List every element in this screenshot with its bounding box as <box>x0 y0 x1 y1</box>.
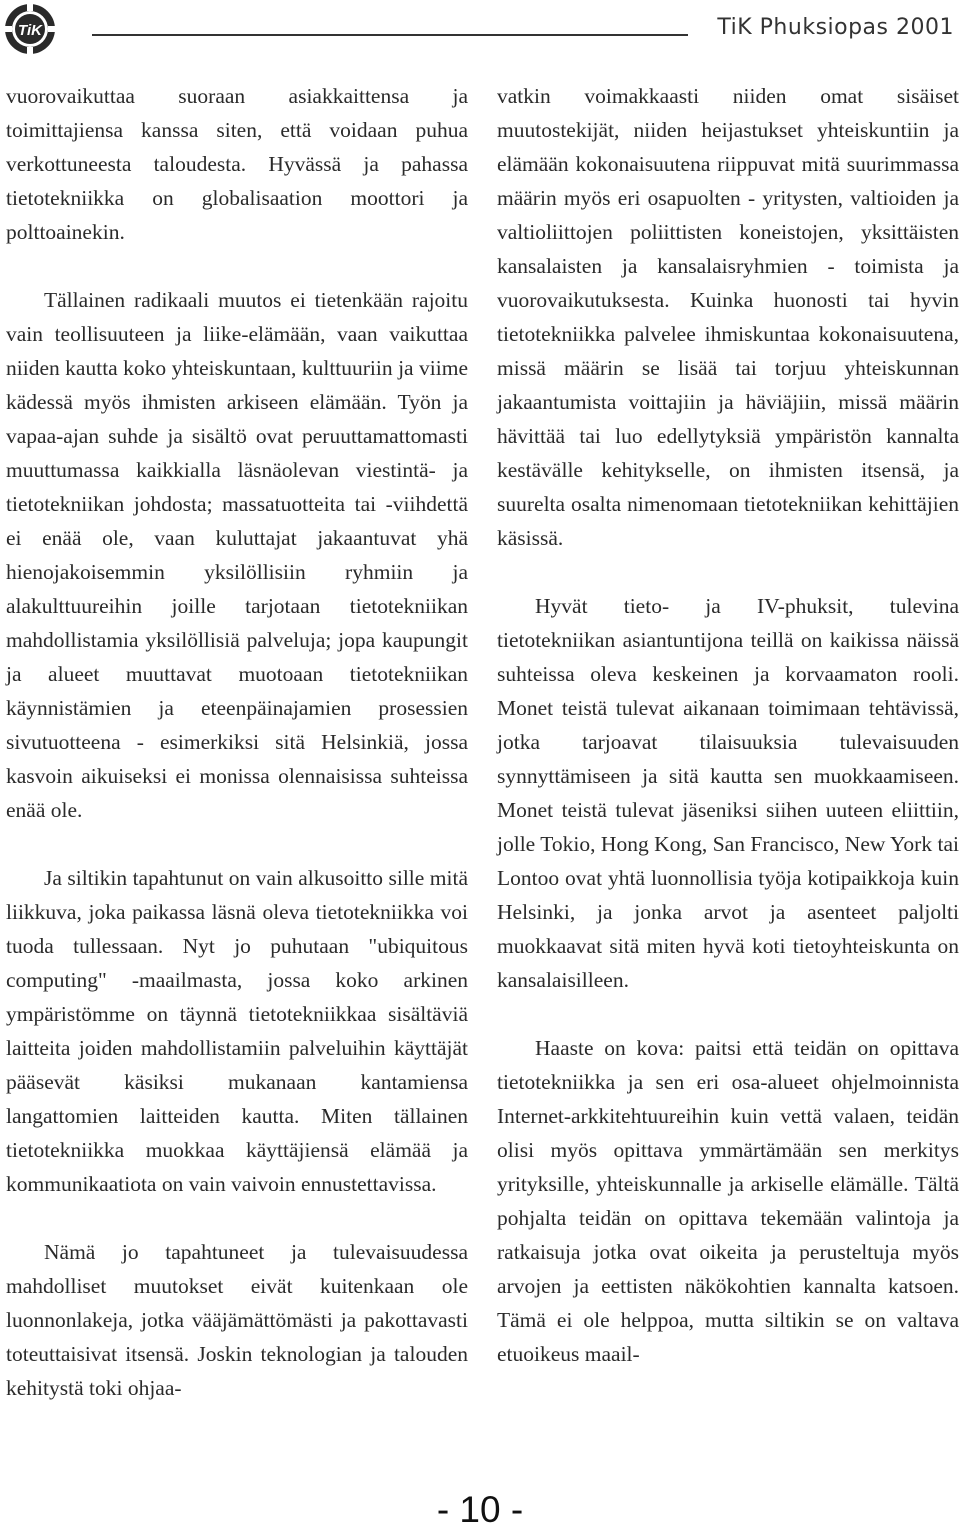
left-paragraph-2: Tällainen radikaali muutos ei tietenkään rajoitu vain teollisuuteen ja liike-elämään, vaan vaikuttaa niiden kautta koko yhteiskuntaan, kulttuuriin ja viime kädessä myös ihmisten arkiseen elämään. Työn ja vapaa-ajan suhde ja sisältö ovat peruuttamattomasti muuttumassa kaikkialla läsnäolevan viestintä- ja tietotekniikan johdosta; massatuotteita tai -viihdettä ei enää ole, vaan kuluttajat jakaantuvat yhä hienojakoisemmin yksilöllisiin ryhmiin ja alakulttuureihin joille tarjotaan tietotekniikan mahdollistamia yksilöllisiä palveluja; jopa kaupungit ja alueet muuttavat muotoaan tietotekniikan käynnistämien ja eteenpäinajamien prosessien sivutuotteena - esimerkiksi sitä Helsinkiä, jossa kasvoin aikuiseksi ei monissa olennaisissa suhteissa enää ole. <box>6 288 468 822</box>
header-rule <box>92 34 688 36</box>
logo-text: TiK <box>18 22 42 39</box>
right-paragraph-3: Haaste on kova: paitsi että teidän on opittava tietotekniikka ja sen eri osa-alueet ohjelmoinnista Internet-arkkitehtuureihin kuin vettä valaen, teidän olisi myös opittava ymmärtämään sen merkitys yrityksille, yhteiskunnalle ja arkiselle elämälle. Tältä pohjalta teidän on opittava tekemään valintoja ja ratkaisuja jotka ovat oikeita ja perusteltuja myös arvojen ja eettisten näkökohtien kannalta katsoen. Tämä ei ole helppoa, mutta siltikin se on valtava etuoikeus maail- <box>497 1036 959 1366</box>
right-paragraph-1: vatkin voimakkaasti niiden omat sisäiset muutostekijät, niiden heijastukset yhteiskuntiin ja elämään kokonaisuutena riippuvat mitä suurimmassa määrin myös eri osapuolten - yritysten, valtioiden ja valtioliittojen poliittisten koneistojen, yksittäisten kansalaisten ja kansalaisryhmien - toimista ja vuorovaikutuksesta. Kuinka huonosti tai hyvin tietotekniikka palvelee ihmiskuntaa kokonaisuutena, missä määrin se lisää tai torjuu yhteiskunnan jakaantumista voittajiin ja häviäjiin, missä määrin hävittää tai luo edellytyksiä ympäristön kannalta kestävälle kehitykselle, on ihmisten itsensä, ja suurelta osalta nimenomaan tietotekniikan kehittäjien käsissä. <box>497 84 959 550</box>
page-number: - 10 - <box>436 1489 524 1530</box>
tik-logo <box>4 3 56 55</box>
gear-logo-icon <box>4 3 56 55</box>
left-column <box>6 79 468 1405</box>
header-title: TiK Phuksiopas 2001 <box>717 15 954 40</box>
right-paragraph-2: Hyvät tieto- ja IV-phuksit, tulevina tietotekniikan asiantuntijona teillä on kaikissa näissä suhteissa oleva keskeinen ja korvaamaton rooli. Monet teistä tulevat aikanaan toimimaan tehtävissä, jotka tarjoavat tilaisuuksia tulevaisuuden synnyttämiseen ja sitä kautta sen muokkaamiseen. Monet teistä tulevat jäseniksi siihen uuteen eliittiin, jolle Tokio, Hong Kong, San Francisco, New York tai Lontoo ovat yhtä luonnollisia työja kotipaikkoja kuin Helsinki, ja jonka arvot ja asenteet paljolti muokkaavat sitä miten hyvä koti tietoyhteiskunta on kansalaisilleen. <box>497 594 959 992</box>
right-column <box>497 79 959 1371</box>
left-paragraph-4: Nämä jo tapahtuneet ja tulevaisuudessa mahdolliset muutokset eivät kuitenkaan ole luonnonlakeja, jotka vääjämättömästi ja pakottavasti toteuttaisivat itsensä. Joskin teknologian ja talouden kehitystä toki ohjaa- <box>6 1240 468 1400</box>
left-paragraph-3: Ja siltikin tapahtunut on vain alkusoitto sille mitä liikkuva, joka paikassa läsnä oleva tietotekniikka voi tuoda tullessaan. Nyt jo puhutaan "ubiquitous computing" -maailmasta, jossa koko arkinen ympäristömme on täynnä tietotekniikkaa sisältäviä laitteita joiden mahdollistamiin palveluihin käyttäjät pääsevät käsiksi mukanaan kantamiensa langattomien laitteiden kautta. Miten tällainen tietotekniikka muokkaa käyttäjiensä elämää ja kommunikaatiota on vain vaivoin ennustettavissa. <box>6 866 468 1196</box>
left-paragraph-1: vuorovaikuttaa suoraan asiakkaittensa ja toimittajiensa kanssa siten, että voidaan puhua verkottuneesta taloudesta. Hyvässä ja pahassa tietotekniikka on globalisaation moottori ja polttoainekin. <box>6 84 468 244</box>
